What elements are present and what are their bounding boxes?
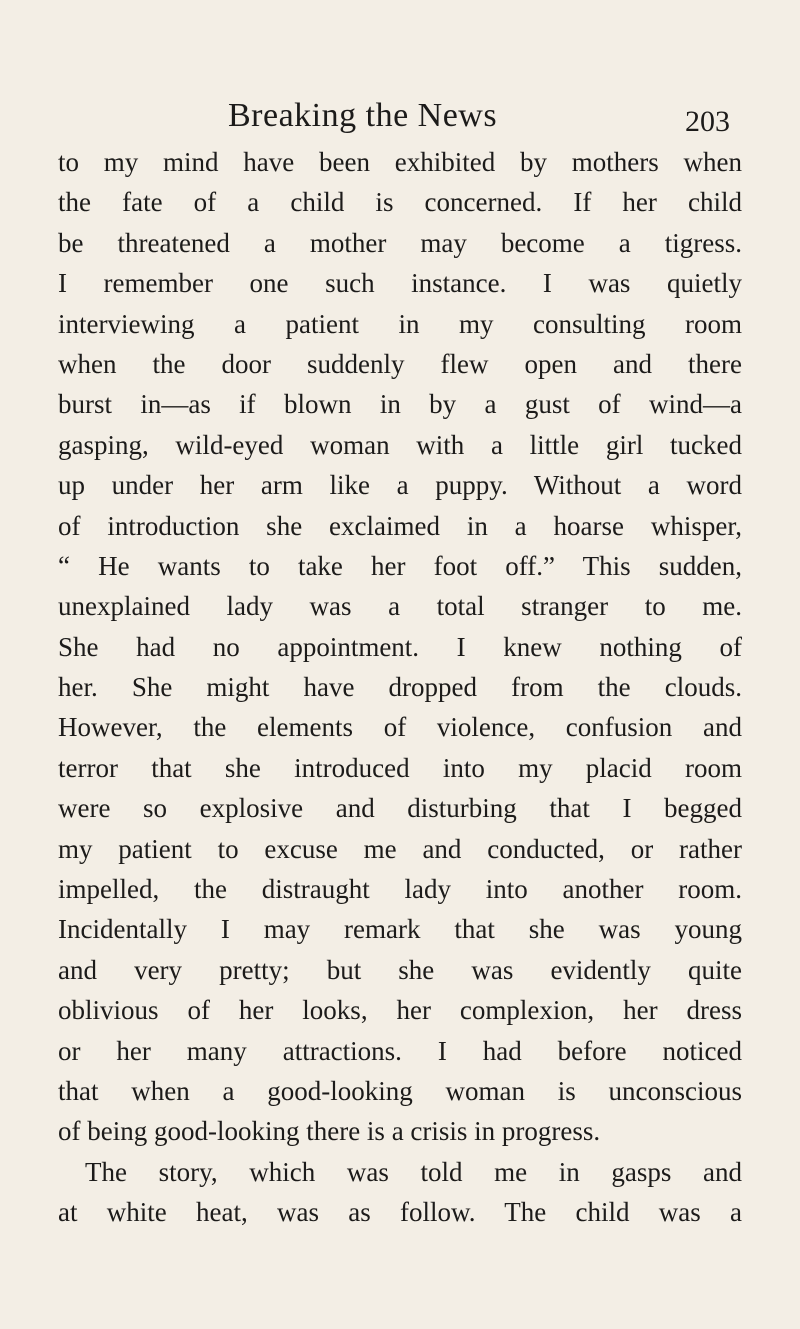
text-line: or her many attractions. I had before noticed: [58, 1035, 742, 1066]
text-line: the fate of a child is concerned. If her child: [58, 187, 742, 218]
text-line: unexplained lady was a total stranger to me.: [58, 591, 742, 622]
text-line: impelled, the distraught lady into another room.: [58, 874, 742, 905]
text-line: oblivious of her looks, her complexion, her dress: [58, 995, 742, 1026]
text-line: However, the elements of violence, confusion and: [58, 712, 742, 743]
text-line: She had no appointment. I knew nothing of: [58, 631, 742, 662]
paragraph-start-line: The story, which was told me in gasps and: [85, 1156, 742, 1187]
text-line: burst in—as if blown in by a gust of wind—a: [58, 389, 742, 420]
text-line: terror that she introduced into my placid room: [58, 752, 742, 783]
text-line: I remember one such instance. I was quietly: [58, 268, 742, 299]
text-line: at white heat, was as follow. The child was a: [58, 1197, 742, 1228]
text-line: of introduction she exclaimed in a hoarse whisper,: [58, 510, 742, 541]
text-line: when the door suddenly flew open and there: [58, 348, 742, 379]
body-text: [58, 142, 742, 1233]
text-line: that when a good-looking woman is unconscious: [58, 1075, 742, 1106]
text-line: to my mind have been exhibited by mothers when: [58, 147, 742, 177]
text-line: Incidentally I may remark that she was young: [58, 914, 742, 945]
text-line: gasping, wild-eyed woman with a little girl tucked: [58, 429, 742, 460]
text-line: and very pretty; but she was evidently quite: [58, 954, 742, 985]
text-line: of being good-looking there is a crisis in progress.: [58, 1116, 601, 1147]
text-line: “ He wants to take her foot off.” This sudden,: [58, 550, 742, 581]
text-line: interviewing a patient in my consulting room: [58, 308, 742, 339]
text-line: up under her arm like a puppy. Without a word: [58, 470, 742, 501]
text-line: be threatened a mother may become a tigress.: [58, 227, 742, 258]
text-line: her. She might have dropped from the clouds.: [58, 672, 742, 703]
text-line: my patient to excuse me and conducted, or rather: [58, 833, 742, 864]
text-line: were so explosive and disturbing that I begged: [58, 793, 742, 824]
page-number: 203: [685, 105, 730, 138]
running-title: Breaking the News: [228, 97, 498, 134]
